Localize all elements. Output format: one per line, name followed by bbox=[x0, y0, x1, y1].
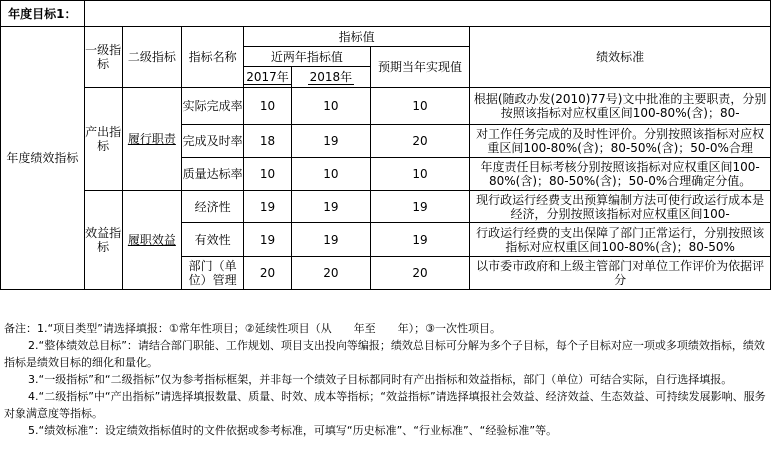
group-level1: 效益指标 bbox=[84, 191, 122, 290]
value-2017: 20 bbox=[244, 257, 292, 290]
standard-text: 根据(随政办发(2010)77号)文中批准的主要职责，分别按照该指标对应权重区间100-80%(含)；80- bbox=[470, 88, 771, 125]
value-2018: 19 bbox=[291, 125, 370, 158]
value-2018: 10 bbox=[291, 88, 370, 125]
header-year-2017 bbox=[244, 67, 292, 88]
header-year-2018-text: 2018年 bbox=[309, 70, 353, 84]
standard-text: 行政运行经费的支出保障了部门正常运行，分别按照该指标对应权重区间100-80%(含)；80-50% bbox=[470, 223, 771, 257]
indicator-name: 实际完成率 bbox=[182, 88, 244, 125]
note-1: 备注：1.“项目类型”请选择填报：①常年性项目；②延续性项目（从 年至 年）；③一次性项目。 bbox=[4, 322, 501, 335]
indicator-name: 完成及时率 bbox=[182, 125, 244, 158]
value-2017: 19 bbox=[244, 223, 292, 257]
value-expected: 20 bbox=[370, 125, 470, 158]
value-2017: 10 bbox=[244, 88, 292, 125]
indicator-name: 质量达标率 bbox=[182, 158, 244, 191]
value-expected: 19 bbox=[370, 223, 470, 257]
header-indicator-value: 指标值 bbox=[244, 27, 470, 47]
indicator-name: 经济性 bbox=[182, 191, 244, 223]
value-expected: 19 bbox=[370, 191, 470, 223]
standard-text: 对工作任务完成的及时性评价。分别按照该指标对应权重区间100-80%(含)；80-50%(含)；50-0%合理 bbox=[470, 125, 771, 158]
value-2018: 19 bbox=[291, 223, 370, 257]
header-year-2017-text: 2017年 bbox=[246, 70, 289, 84]
target-title-value bbox=[84, 1, 770, 27]
value-2017: 10 bbox=[244, 158, 292, 191]
header-expected: 预期当年实现值 bbox=[370, 47, 470, 88]
note-2: 2.“整体绩效总目标”：请结合部门职能、工作规划、项目支出投向等编报；绩效总目标可分解为多个子目标，每个子目标对应一项或多项绩效指标，绩效指标是绩效目标的细化和量化。 bbox=[4, 339, 765, 369]
value-2017: 19 bbox=[244, 191, 292, 223]
value-2018: 20 bbox=[291, 257, 370, 290]
table-row bbox=[1, 191, 771, 223]
value-2017: 18 bbox=[244, 125, 292, 158]
annual-indicator-label: 年度绩效指标 bbox=[1, 27, 85, 290]
header-name: 指标名称 bbox=[182, 27, 244, 88]
value-2018: 10 bbox=[291, 158, 370, 191]
group-level1: 产出指标 bbox=[84, 88, 122, 191]
group-level2: 履行职责 bbox=[122, 88, 182, 191]
note-4: 4.“二级指标”中“产出指标”请选择填报数量、质量、时效、成本等指标；“效益指标”请选择填报社会效益、经济效益、生态效益、可持续发展影响、服务对象满意度等指标。 bbox=[4, 390, 766, 420]
standard-text: 现行政运行经费支出预算编制方法可使行政运行成本是经济，分别按照该指标对应权重区间100- bbox=[470, 191, 771, 223]
standard-text: 年度责任目标考核分别按照该指标对应权重区间100-80%(含)；80-50%(含)；50-0%合理确定分值。 bbox=[470, 158, 771, 191]
indicator-name: 有效性 bbox=[182, 223, 244, 257]
header-level1: 一级指标 bbox=[84, 27, 122, 88]
table-row bbox=[1, 88, 771, 125]
group-level2: 履职效益 bbox=[122, 191, 182, 290]
header-year-2018 bbox=[291, 67, 370, 88]
header-recent-two-years: 近两年指标值 bbox=[244, 47, 371, 67]
note-3: 3.“一级指标”和“二级指标”仅为参考指标框架，并非每一个绩效子目标都同时有产出指标和效益指标，部门（单位）可结合实际，自行选择填报。 bbox=[28, 373, 733, 386]
notes bbox=[4, 320, 766, 439]
header-level2: 二级指标 bbox=[122, 27, 182, 88]
value-expected: 10 bbox=[370, 158, 470, 191]
standard-text: 以市委市政府和上级主管部门对单位工作评价为依据评分 bbox=[470, 257, 771, 290]
note-5: 5.“绩效标准”：设定绩效指标值时的文件依据或参考标准，可填写“历史标准”、“行业标准”、“经验标准”等。 bbox=[28, 424, 558, 437]
header-standard: 绩效标准 bbox=[470, 27, 771, 88]
indicator-name: 部门（单位）管理 bbox=[182, 257, 244, 290]
value-expected: 20 bbox=[370, 257, 470, 290]
target-title: 年度目标1： bbox=[1, 1, 85, 27]
value-expected: 10 bbox=[370, 88, 470, 125]
value-2018: 19 bbox=[291, 191, 370, 223]
